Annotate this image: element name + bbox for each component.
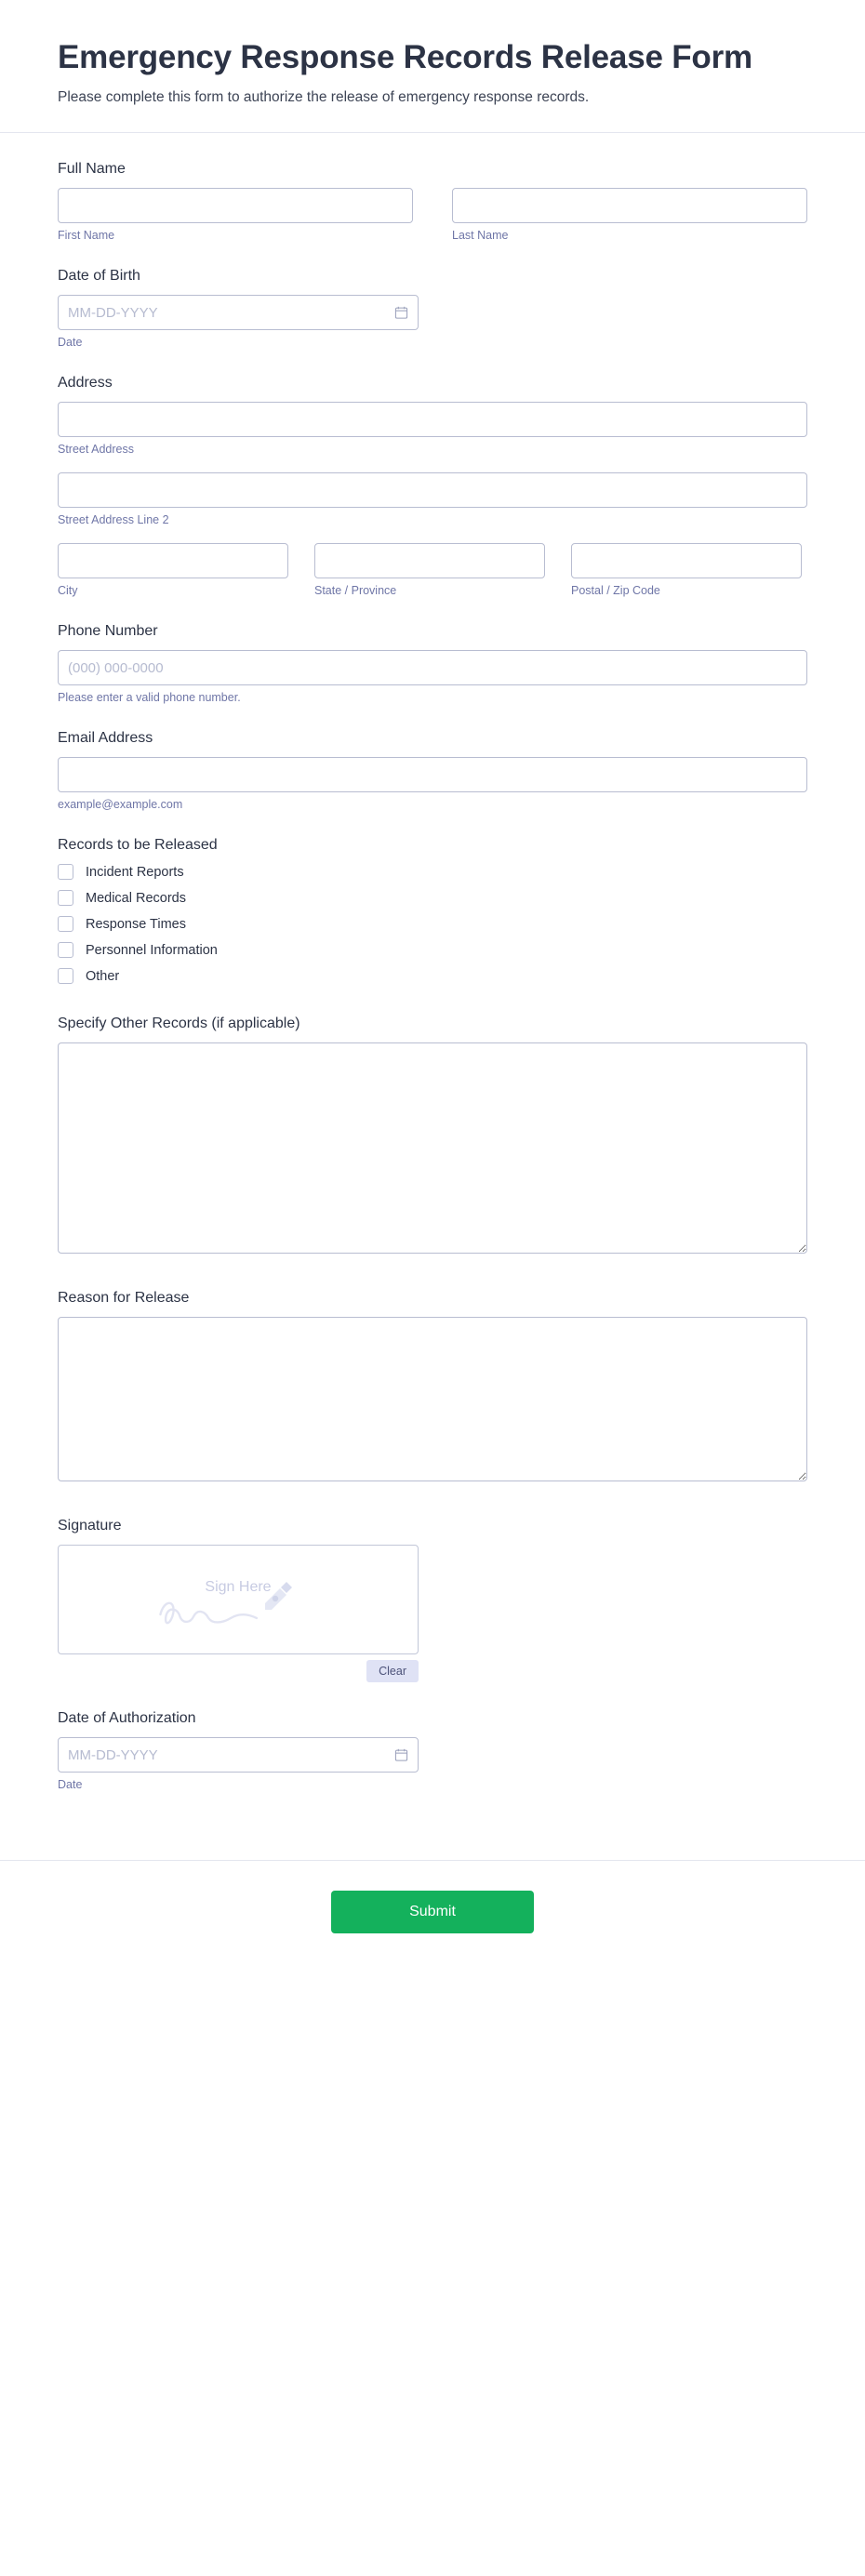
first-name-input[interactable] — [58, 188, 413, 223]
other-records-textarea[interactable] — [58, 1042, 807, 1254]
checkbox-response-times[interactable] — [58, 916, 807, 932]
field-address — [58, 375, 807, 597]
checkbox-box-icon[interactable] — [58, 916, 73, 932]
checkbox-label: Incident Reports — [86, 864, 184, 880]
street-address-input[interactable] — [58, 402, 807, 437]
street-address-2-input[interactable] — [58, 472, 807, 508]
checkbox-label: Personnel Information — [86, 942, 218, 958]
street-address-2-sublabel: Street Address Line 2 — [58, 513, 169, 527]
field-full-name — [58, 161, 807, 242]
phone-number-sublabel: Please enter a valid phone number. — [58, 691, 241, 705]
checkbox-label: Medical Records — [86, 890, 186, 906]
checkbox-label: Other — [86, 968, 120, 984]
street-address-2-group — [58, 472, 807, 526]
signature-placeholder: Sign Here — [205, 1579, 272, 1596]
field-signature — [58, 1518, 807, 1682]
checkbox-box-icon[interactable] — [58, 968, 73, 984]
last-name-sublabel: Last Name — [452, 229, 509, 243]
city-sublabel: City — [58, 584, 78, 598]
form-body — [0, 133, 865, 1836]
checkbox-personnel-information[interactable] — [58, 942, 807, 958]
checkbox-other[interactable] — [58, 968, 807, 984]
checkbox-box-icon[interactable] — [58, 890, 73, 906]
full-name-label: Full Name — [58, 161, 126, 178]
zip-sublabel: Postal / Zip Code — [571, 584, 660, 598]
field-phone-number — [58, 623, 807, 704]
signature-scribble-icon — [59, 1587, 418, 1642]
date-of-authorization-input[interactable] — [58, 1737, 419, 1773]
form-header — [0, 0, 865, 133]
state-input[interactable] — [314, 543, 545, 578]
form-footer — [0, 1860, 865, 1971]
street-address-group — [58, 402, 807, 456]
field-date-of-authorization — [58, 1710, 807, 1791]
signature-pad[interactable] — [58, 1545, 419, 1654]
field-other-records — [58, 1016, 807, 1258]
date-of-authorization-label: Date of Authorization — [58, 1710, 196, 1727]
reason-for-release-textarea[interactable] — [58, 1317, 807, 1481]
city-input[interactable] — [58, 543, 288, 578]
signature-clear-row — [58, 1660, 419, 1682]
phone-number-input[interactable] — [58, 650, 807, 685]
email-address-label: Email Address — [58, 730, 153, 747]
date-of-birth-sublabel: Date — [58, 336, 83, 350]
submit-button[interactable]: Submit — [331, 1891, 534, 1933]
checkbox-box-icon[interactable] — [58, 864, 73, 880]
page-title: Emergency Response Records Release Form — [58, 39, 752, 75]
phone-number-label: Phone Number — [58, 623, 158, 640]
checkbox-label: Response Times — [86, 916, 186, 932]
checkbox-box-icon[interactable] — [58, 942, 73, 958]
city-group — [58, 543, 288, 597]
email-address-sublabel: example@example.com — [58, 798, 183, 812]
state-sublabel: State / Province — [314, 584, 397, 598]
checkbox-medical-records[interactable] — [58, 890, 807, 906]
street-address-sublabel: Street Address — [58, 443, 134, 457]
zip-group — [571, 543, 802, 597]
email-address-input[interactable] — [58, 757, 807, 792]
date-of-birth-input[interactable] — [58, 295, 419, 330]
last-name-input[interactable] — [452, 188, 807, 223]
records-label: Records to be Released — [58, 837, 218, 854]
first-name-group — [58, 188, 413, 242]
date-of-birth-label: Date of Birth — [58, 268, 140, 285]
signature-label: Signature — [58, 1518, 122, 1534]
date-of-birth-wrapper — [58, 295, 419, 330]
checkbox-incident-reports[interactable] — [58, 864, 807, 880]
other-records-label: Specify Other Records (if applicable) — [58, 1016, 300, 1032]
signature-clear-button[interactable]: Clear — [366, 1660, 419, 1682]
field-date-of-birth — [58, 268, 807, 349]
pen-icon — [261, 1579, 295, 1613]
field-records-to-be-released — [58, 837, 807, 984]
page-subtitle: Please complete this form to authorize the release of emergency response records. — [58, 88, 590, 105]
field-reason-for-release — [58, 1290, 807, 1486]
date-of-authorization-wrapper — [58, 1737, 419, 1773]
zip-input[interactable] — [571, 543, 802, 578]
field-email-address — [58, 730, 807, 811]
records-checkbox-group — [58, 864, 807, 984]
last-name-group — [452, 188, 807, 242]
reason-for-release-label: Reason for Release — [58, 1290, 190, 1307]
date-of-authorization-sublabel: Date — [58, 1778, 83, 1792]
address-label: Address — [58, 375, 113, 392]
state-group — [314, 543, 545, 597]
first-name-sublabel: First Name — [58, 229, 115, 243]
